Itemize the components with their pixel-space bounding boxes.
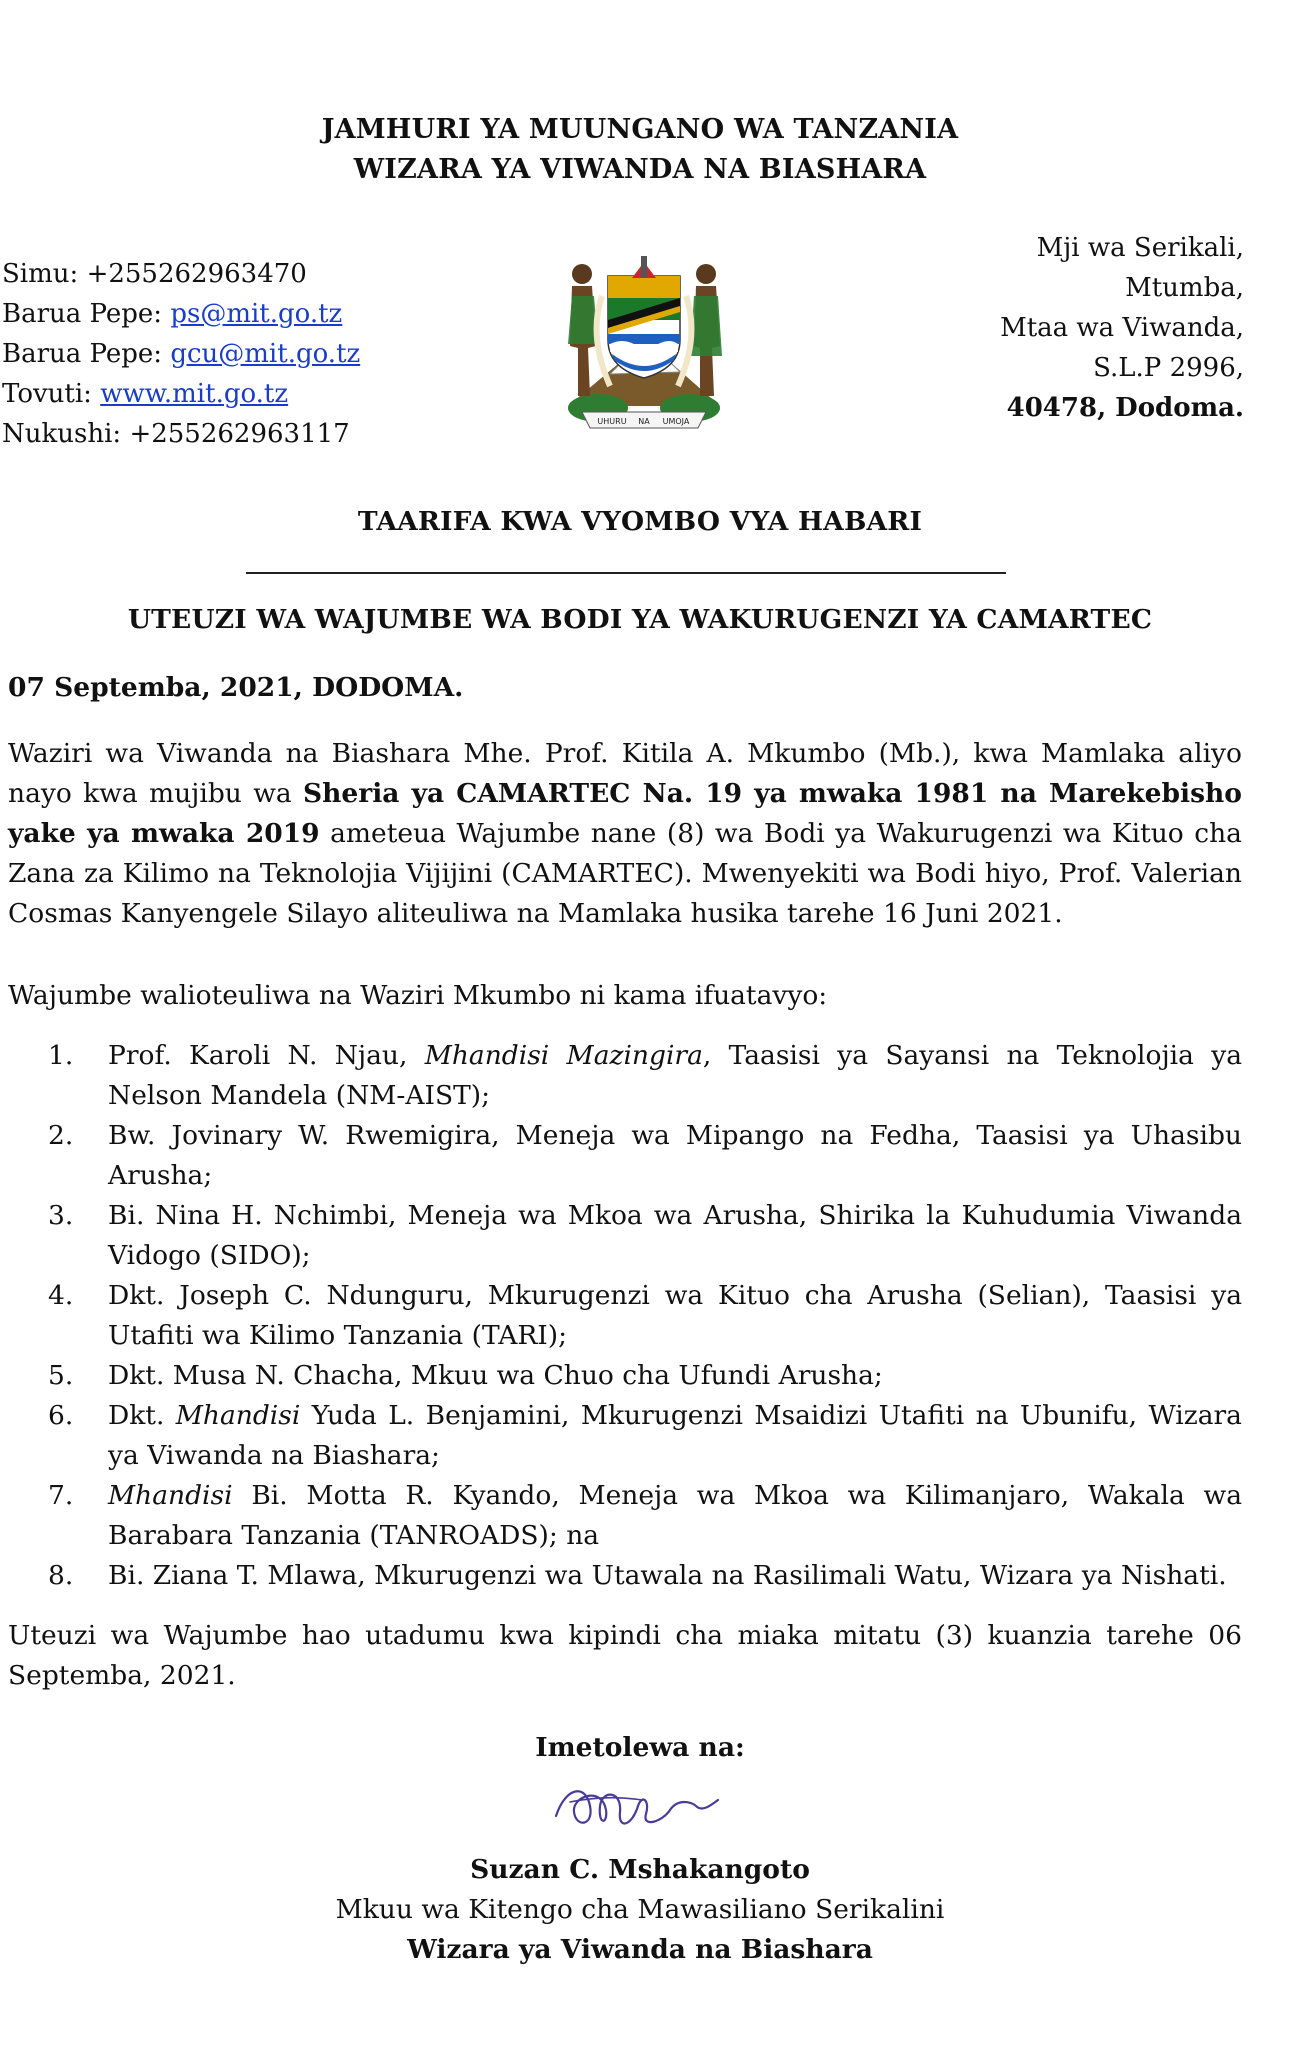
list-item bbox=[8, 1116, 1242, 1196]
list-item-number: 2. bbox=[48, 1120, 74, 1151]
fax-value: +255262963117 bbox=[129, 419, 350, 449]
list-item-number: 7. bbox=[48, 1480, 74, 1511]
press-release-title: TAARIFA KWA VYOMBO VYA HABARI bbox=[357, 506, 923, 537]
list-item-text-post: Yuda L. Benjamini, Mkurugenzi Msaidizi Utafiti na Ubunifu, Wizara ya Viwanda na Biashara; bbox=[108, 1400, 1242, 1471]
intro-text-1: Waziri wa Viwanda na Biashara Mhe. Prof. Kitila A. Mkumbo (Mb.), kwa Mamlaka aliyo nayo kwa mujibu wa bbox=[8, 738, 1242, 809]
email2-link[interactable]: gcu@mit.go.tz bbox=[170, 339, 361, 369]
address-line-2: Mtumba, bbox=[1125, 273, 1244, 303]
ministry-heading: WIZARA YA VIWANDA NA BIASHARA bbox=[353, 154, 927, 185]
emblem-motto-left: UHURU bbox=[597, 417, 627, 426]
list-item-italic: Mhandisi bbox=[108, 1480, 233, 1511]
contact-block bbox=[2, 254, 360, 454]
country-heading: JAMHURI YA MUUNGANO WA TANZANIA bbox=[321, 114, 959, 145]
phone-label: Simu: bbox=[2, 259, 79, 289]
signatory-title: Mkuu wa Kitengo cha Mawasiliano Serikalini bbox=[335, 1894, 945, 1925]
fax-row bbox=[2, 414, 360, 454]
email1-label: Barua Pepe: bbox=[2, 299, 163, 329]
address-line-3: Mtaa wa Viwanda, bbox=[1000, 313, 1244, 343]
list-item-italic: Mhandisi bbox=[175, 1400, 301, 1431]
list-item bbox=[8, 1476, 1242, 1556]
address-line-1: Mji wa Serikali, bbox=[1036, 233, 1244, 263]
list-item bbox=[8, 1556, 1242, 1596]
intro-text-3: ameteua Wajumbe nane (8) wa Bodi ya Wakurugenzi wa Kituo cha Zana za Kilimo na Teknolojia Vijijini (CAMARTEC). Mwenyekiti wa Bodi hiyo, Prof. Valerian Cosmas Kanyengele Silayo aliteuliwa na Mamlaka husika tarehe 16 Juni 2021. bbox=[8, 818, 1242, 929]
address-line-4: S.L.P 2996, bbox=[1093, 353, 1244, 383]
coat-of-arms-icon bbox=[548, 236, 740, 436]
title-underline bbox=[246, 572, 1006, 574]
list-item bbox=[8, 1276, 1242, 1356]
website-link[interactable]: www.mit.go.tz bbox=[100, 379, 289, 409]
phone-value: +255262963470 bbox=[86, 259, 307, 289]
issued-by-label: Imetolewa na: bbox=[535, 1732, 745, 1763]
signatory-ministry: Wizara ya Viwanda na Biashara bbox=[407, 1934, 873, 1965]
dateline: 07 Septemba, 2021, DODOMA. bbox=[8, 672, 464, 703]
website-row bbox=[2, 374, 360, 414]
list-item-text: Bi. Ziana T. Mlawa, Mkurugenzi wa Utawala na Rasilimali Watu, Wizara ya Nishati. bbox=[108, 1560, 1227, 1591]
email2-label: Barua Pepe: bbox=[2, 339, 163, 369]
address-line-5: 40478, Dodoma. bbox=[1006, 393, 1244, 423]
signature-icon bbox=[546, 1776, 724, 1838]
list-item-text: Bi. Nina H. Nchimbi, Meneja wa Mkoa wa Arusha, Shirika la Kuhudumia Viwanda Vidogo (SIDO); bbox=[108, 1200, 1242, 1271]
list-item bbox=[8, 1356, 1242, 1396]
list-item-text-post: , Taasisi ya Sayansi na Teknolojia ya Nelson Mandela (NM-AIST); bbox=[108, 1040, 1242, 1111]
list-item-text: Dkt. bbox=[108, 1400, 176, 1431]
list-item-text: Prof. Karoli N. Njau, bbox=[108, 1040, 425, 1071]
list-item-text-post: Bi. Motta R. Kyando, Meneja wa Mkoa wa Kilimanjaro, Wakala wa Barabara Tanzania (TANROADS); na bbox=[108, 1480, 1242, 1551]
fax-label: Nukushi: bbox=[2, 419, 122, 449]
list-item-number: 5. bbox=[48, 1360, 74, 1391]
list-item bbox=[8, 1196, 1242, 1276]
address-block bbox=[1000, 228, 1244, 428]
signatory-name: Suzan C. Mshakangoto bbox=[470, 1854, 810, 1885]
list-item-text: Dkt. Joseph C. Ndunguru, Mkurugenzi wa Kituo cha Arusha (Selian), Taasisi ya Utafiti wa Kilimo Tanzania (TARI); bbox=[108, 1280, 1242, 1351]
list-item-text: Dkt. Musa N. Chacha, Mkuu wa Chuo cha Ufundi Arusha; bbox=[108, 1360, 883, 1391]
closing-paragraph: Uteuzi wa Wajumbe hao utadumu kwa kipindi cha miaka mitatu (3) kuanzia tarehe 06 Septemba, 2021. bbox=[8, 1620, 1242, 1691]
members-list bbox=[8, 1036, 1242, 1596]
email1-row bbox=[2, 294, 360, 334]
emblem-motto-right: UMOJA bbox=[662, 417, 690, 426]
list-item-text: Bw. Jovinary W. Rwemigira, Meneja wa Mipango na Fedha, Taasisi ya Uhasibu Arusha; bbox=[108, 1120, 1242, 1191]
list-item-number: 8. bbox=[48, 1560, 74, 1591]
list-item bbox=[8, 1036, 1242, 1116]
email2-row bbox=[2, 334, 360, 374]
list-item-number: 3. bbox=[48, 1200, 74, 1231]
list-item-italic: Mhandisi Mazingira bbox=[424, 1040, 703, 1071]
intro-law-reference: Sheria ya CAMARTEC Na. 19 ya mwaka 1981 na Marekebisho yake ya mwaka 2019 bbox=[8, 778, 1242, 849]
subject-heading: UTEUZI WA WAJUMBE WA BODI YA WAKURUGENZI YA CAMARTEC bbox=[127, 604, 1153, 635]
intro-paragraph bbox=[8, 734, 1242, 934]
list-item bbox=[8, 1396, 1242, 1476]
phone-row bbox=[2, 254, 360, 294]
website-label: Tovuti: bbox=[2, 379, 92, 409]
list-item-number: 1. bbox=[48, 1040, 74, 1071]
email1-link[interactable]: ps@mit.go.tz bbox=[170, 299, 343, 329]
list-item-number: 6. bbox=[48, 1400, 74, 1431]
emblem-motto-middle: NA bbox=[638, 417, 650, 426]
list-item-number: 4. bbox=[48, 1280, 74, 1311]
list-intro: Wajumbe walioteuliwa na Waziri Mkumbo ni kama ifuatavyo: bbox=[8, 980, 828, 1011]
